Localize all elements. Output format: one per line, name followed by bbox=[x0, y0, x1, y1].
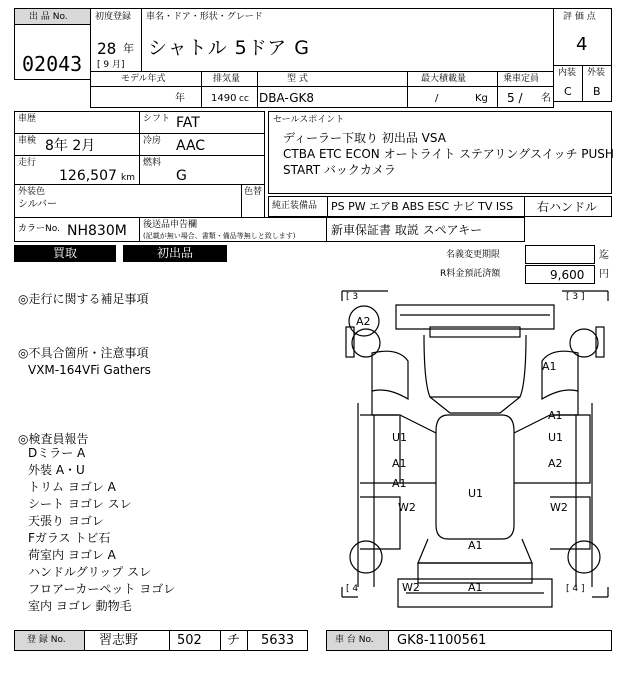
inspector-report-list bbox=[28, 447, 268, 627]
load-label: 最大積載量 bbox=[421, 74, 467, 84]
color-no-label: カラーNo. bbox=[18, 224, 60, 234]
name-change-box bbox=[525, 245, 595, 264]
selling-points-label: セールスポイント bbox=[273, 115, 345, 125]
recycle-box bbox=[525, 265, 595, 284]
report-line: ハンドルグリップ スレ bbox=[28, 565, 152, 579]
ac-box bbox=[139, 133, 265, 156]
recycle-unit: 円 bbox=[599, 269, 609, 280]
fuel-value: G bbox=[176, 168, 187, 184]
diagram-corner-tr: [ 3 ] bbox=[566, 292, 585, 302]
post-doc-box bbox=[139, 217, 327, 242]
color-no-box bbox=[14, 217, 140, 242]
recycle-value: 9,600 bbox=[550, 268, 585, 282]
damage-mark: A1 bbox=[542, 360, 557, 373]
damage-mark: W2 bbox=[550, 501, 568, 514]
equipment-box bbox=[268, 196, 525, 217]
score-value: 4 bbox=[576, 34, 588, 55]
defects-title: ◎不具合箇所・注意事項 bbox=[18, 346, 149, 360]
damage-mark: A1 bbox=[392, 457, 407, 470]
model-year-label: モデル年式 bbox=[121, 74, 166, 84]
chassis-number: GK8-1100561 bbox=[397, 633, 487, 648]
report-line: 天張り ヨゴレ bbox=[28, 514, 104, 528]
capacity-value: 5 / bbox=[507, 91, 523, 105]
mileage-unit: km bbox=[121, 173, 135, 183]
post-doc-label: 後送品申告欄 bbox=[143, 220, 198, 230]
shift-value: FAT bbox=[176, 115, 200, 131]
fuel-label: 燃料 bbox=[143, 158, 162, 168]
car-name: シャトル 5ドア G bbox=[148, 37, 310, 59]
load-unit: Kg bbox=[475, 93, 488, 104]
report-line: 外装 A・U bbox=[28, 463, 85, 477]
registration-kana: チ bbox=[227, 633, 241, 648]
type-label: 型 式 bbox=[287, 74, 308, 84]
car-name-label: 車名・ドア・形状・グレード bbox=[146, 12, 263, 22]
exterior-grade: B bbox=[593, 85, 601, 98]
first-reg-month: [ 9 月] bbox=[97, 60, 125, 70]
steering-value: 右ハンドル bbox=[537, 200, 598, 214]
exterior-label: 外装 bbox=[587, 68, 606, 78]
ac-value: AAC bbox=[176, 138, 206, 154]
score-label: 評 価 点 bbox=[563, 12, 596, 22]
registration-row bbox=[14, 630, 308, 651]
selling-line-2: CTBA ETC ECON オートライト ステアリングスイッチ PUSH bbox=[283, 147, 614, 161]
report-line: 室内 ヨゴレ 動物毛 bbox=[28, 599, 132, 613]
post-items-box bbox=[326, 217, 525, 242]
color-change-box bbox=[241, 184, 265, 218]
car-name-box bbox=[141, 8, 554, 72]
steering-box bbox=[524, 196, 612, 217]
damage-mark: A1 bbox=[468, 539, 483, 552]
post-items-value: 新車保証書 取説 スペアキー bbox=[331, 223, 483, 237]
report-line: Dミラー A bbox=[28, 446, 86, 460]
car-damage-diagram bbox=[338, 287, 612, 627]
post-doc-note: (記載が無い場合、書類・備品等無しと致します) bbox=[143, 232, 296, 240]
displacement-unit: cc bbox=[239, 94, 249, 104]
damage-mark: A1 bbox=[392, 477, 407, 490]
damage-mark: U1 bbox=[468, 487, 484, 500]
mileage-label: 走行 bbox=[18, 158, 37, 168]
name-change-unit: 迄 bbox=[599, 250, 609, 261]
damage-mark: U1 bbox=[548, 431, 564, 444]
lot-label: 出 品 No. bbox=[29, 12, 68, 22]
color-change-label: 色替 bbox=[244, 187, 263, 197]
ext-color-box bbox=[14, 184, 242, 218]
score-box bbox=[553, 8, 612, 66]
damage-mark: W2 bbox=[398, 501, 416, 514]
report-line: Fガラス トビ石 bbox=[28, 531, 111, 545]
interior-grade-box bbox=[553, 65, 583, 102]
lot-number: 02043 bbox=[22, 52, 83, 76]
recycle-label: R料金預託済額 bbox=[440, 269, 501, 279]
report-line: トリム ヨゴレ A bbox=[28, 480, 116, 494]
first-reg-box bbox=[90, 8, 142, 72]
damage-mark: A2 bbox=[548, 457, 563, 470]
model-year-value: 年 bbox=[175, 93, 185, 104]
inspector-report-title: ◎検査員報告 bbox=[18, 432, 89, 446]
report-line: シート ヨゴレ スレ bbox=[28, 497, 132, 511]
diagram-corner-tl: [ 3 bbox=[346, 292, 359, 302]
chassis-label: 車 台 No. bbox=[335, 635, 374, 645]
lot-box bbox=[14, 8, 91, 80]
first-reg-year: 28 bbox=[97, 39, 117, 58]
fuel-box bbox=[139, 155, 265, 185]
selling-line-1: ディーラー下取り 初出品 VSA bbox=[283, 131, 446, 145]
name-change-label: 名義変更期限 bbox=[446, 250, 501, 260]
history-label: 車歴 bbox=[18, 114, 37, 124]
interior-grade: C bbox=[564, 85, 572, 98]
registration-label: 登 録 No. bbox=[27, 635, 66, 645]
first-listing-button[interactable]: 初出品 bbox=[123, 245, 227, 262]
load-value: / bbox=[435, 93, 439, 104]
displacement-label: 排気量 bbox=[213, 74, 241, 84]
spec-row bbox=[90, 71, 554, 108]
damage-mark: A1 bbox=[548, 409, 563, 422]
ext-color-label: 外装色 bbox=[18, 187, 46, 197]
damage-mark: W2 bbox=[402, 581, 420, 594]
registration-place: 習志野 bbox=[99, 633, 139, 648]
color-no-value: NH830M bbox=[67, 223, 127, 239]
damage-mark: A2 bbox=[356, 315, 371, 328]
buy-button[interactable]: 買取 bbox=[14, 245, 116, 262]
registration-class: 502 bbox=[177, 633, 202, 648]
damage-mark: U1 bbox=[392, 431, 408, 444]
exterior-grade-box bbox=[582, 65, 612, 102]
driving-notes-title: ◎走行に関する補足事項 bbox=[18, 292, 149, 306]
displacement-value: 1490 bbox=[211, 93, 237, 104]
shift-label: シフト bbox=[143, 114, 171, 124]
registration-number: 5633 bbox=[261, 633, 295, 648]
report-line: 荷室内 ヨゴレ A bbox=[28, 548, 116, 562]
selling-points-box bbox=[268, 111, 612, 194]
capacity-unit: 名 bbox=[541, 93, 551, 104]
report-line: フロアーカーペット ヨゴレ bbox=[28, 582, 176, 596]
history-box bbox=[14, 111, 140, 134]
equipment-value: PS PW エアB ABS ESC ナビ TV ISS bbox=[331, 200, 514, 213]
mileage-value: 126,507 bbox=[59, 168, 117, 184]
diagram-corner-bl: [ 4 bbox=[346, 584, 359, 594]
chassis-row bbox=[326, 630, 612, 651]
equipment-label: 純正装備品 bbox=[272, 201, 318, 211]
year-unit: 年 bbox=[123, 42, 134, 55]
capacity-label: 乗車定員 bbox=[503, 74, 540, 84]
first-reg-label: 初度登録 bbox=[95, 12, 132, 22]
shift-box bbox=[139, 111, 265, 134]
inspection-box bbox=[14, 133, 140, 156]
type-value: DBA-GK8 bbox=[259, 91, 314, 105]
ext-color-value: シルバー bbox=[18, 199, 58, 210]
damage-mark: A1 bbox=[468, 581, 483, 594]
diagram-corner-br: [ 4 ] bbox=[566, 584, 585, 594]
selling-line-3: START バックカメラ bbox=[283, 163, 396, 177]
mileage-box bbox=[14, 155, 140, 185]
inspection-value: 8年 2月 bbox=[45, 138, 96, 154]
defects-text: VXM-164VFi Gathers bbox=[28, 363, 151, 377]
interior-label: 内装 bbox=[558, 68, 577, 78]
inspection-label: 車検 bbox=[18, 136, 37, 146]
ac-label: 冷房 bbox=[143, 136, 162, 146]
